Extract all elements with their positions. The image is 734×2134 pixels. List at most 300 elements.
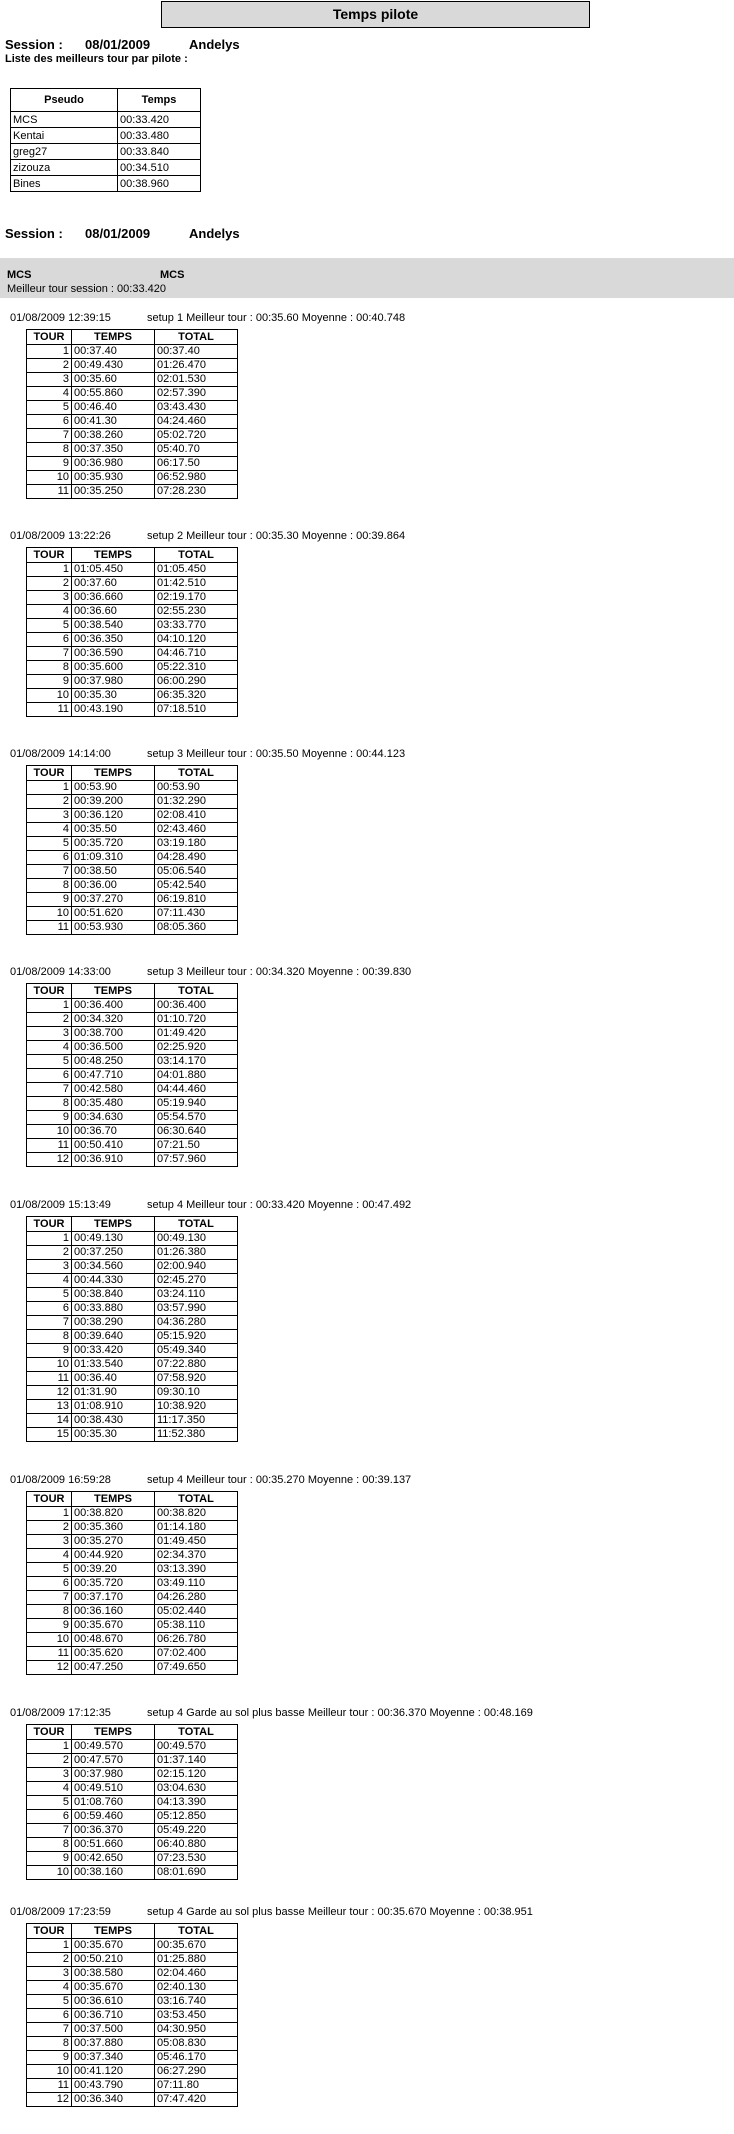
lap-number: 9 (27, 457, 72, 471)
lap-total: 07:47.420 (155, 2093, 238, 2107)
table-row (27, 647, 238, 661)
lap-time: 00:36.40 (72, 1372, 155, 1386)
table-row (27, 837, 238, 851)
lap-number: 10 (27, 689, 72, 703)
lap-total: 05:49.220 (155, 1824, 238, 1838)
lap-total: 05:46.170 (155, 2051, 238, 2065)
lap-number: 2 (27, 1246, 72, 1260)
laps-table (26, 547, 238, 717)
run-header (10, 966, 411, 978)
lap-total: 07:02.400 (155, 1647, 238, 1661)
table-row (27, 1153, 238, 1167)
session-place: Andelys (189, 226, 240, 241)
table-row (27, 1852, 238, 1866)
column-header-total: TOTAL (155, 1725, 238, 1740)
column-header-tour: TOUR (27, 1492, 72, 1507)
lap-number: 5 (27, 1995, 72, 2009)
lap-total: 03:13.390 (155, 1563, 238, 1577)
lap-number: 3 (27, 591, 72, 605)
lap-total: 05:42.540 (155, 879, 238, 893)
lap-total: 03:19.180 (155, 837, 238, 851)
table-row (27, 893, 238, 907)
lap-total: 00:53.90 (155, 781, 238, 795)
lap-time: 00:36.160 (72, 1605, 155, 1619)
table-row (27, 1330, 238, 1344)
lap-total: 05:54.570 (155, 1111, 238, 1125)
lap-number: 6 (27, 851, 72, 865)
lap-total: 04:26.280 (155, 1591, 238, 1605)
lap-time: 00:44.330 (72, 1274, 155, 1288)
lap-total: 05:02.720 (155, 429, 238, 443)
table-row (27, 1661, 238, 1675)
lap-number: 7 (27, 1824, 72, 1838)
table-row (27, 1083, 238, 1097)
lap-time: 00:51.660 (72, 1838, 155, 1852)
run-header (10, 312, 405, 324)
lap-number: 1 (27, 345, 72, 359)
lap-number: 6 (27, 2009, 72, 2023)
lap-time: 00:38.260 (72, 429, 155, 443)
lap-time: 00:35.30 (72, 689, 155, 703)
table-row (27, 1274, 238, 1288)
session-label: Session : (5, 226, 63, 241)
lap-time: 01:33.540 (72, 1358, 155, 1372)
pilot-best-lap: Meilleur tour session : 00:33.420 (7, 283, 166, 295)
table-row (27, 675, 238, 689)
lap-total: 01:05.450 (155, 563, 238, 577)
lap-total: 02:01.530 (155, 373, 238, 387)
lap-time: 00:36.340 (72, 2093, 155, 2107)
lap-number: 1 (27, 781, 72, 795)
session-header-2 (5, 226, 240, 241)
lap-number: 5 (27, 401, 72, 415)
run-datetime: 01/08/2009 14:14:00 (10, 748, 111, 760)
lap-total: 03:16.740 (155, 1995, 238, 2009)
column-header-total: TOTAL (155, 548, 238, 563)
table-row (27, 1232, 238, 1246)
lap-time: 00:53.90 (72, 781, 155, 795)
lap-total: 04:24.460 (155, 415, 238, 429)
lap-number: 14 (27, 1414, 72, 1428)
lap-time: 01:09.310 (72, 851, 155, 865)
lap-total: 02:45.270 (155, 1274, 238, 1288)
lap-total: 02:00.940 (155, 1260, 238, 1274)
lap-number: 9 (27, 1344, 72, 1358)
lap-number: 11 (27, 1139, 72, 1153)
lap-number: 4 (27, 1041, 72, 1055)
lap-total: 04:10.120 (155, 633, 238, 647)
lap-number: 12 (27, 2093, 72, 2107)
lap-time: 00:35.600 (72, 661, 155, 675)
laps-table (26, 329, 238, 499)
lap-number: 8 (27, 2037, 72, 2051)
table-row (27, 401, 238, 415)
table-row (27, 1549, 238, 1563)
lap-time: 00:37.250 (72, 1246, 155, 1260)
lap-total: 02:04.460 (155, 1967, 238, 1981)
run-datetime: 01/08/2009 16:59:28 (10, 1474, 111, 1486)
table-row (27, 457, 238, 471)
laps-table (26, 1724, 238, 1880)
lap-total: 10:38.920 (155, 1400, 238, 1414)
lap-total: 06:17.50 (155, 457, 238, 471)
lap-number: 9 (27, 2051, 72, 2065)
lap-number: 4 (27, 1782, 72, 1796)
lap-number: 4 (27, 1549, 72, 1563)
table-row (27, 1740, 238, 1754)
table-row (27, 851, 238, 865)
lap-total: 06:52.980 (155, 471, 238, 485)
lap-time: 00:47.710 (72, 1069, 155, 1083)
lap-total: 07:28.230 (155, 485, 238, 499)
lap-time: 00:35.250 (72, 485, 155, 499)
lap-time: 00:59.460 (72, 1810, 155, 1824)
run-datetime: 01/08/2009 14:33:00 (10, 966, 111, 978)
pilot-pseudo: zizouza (11, 160, 118, 176)
table-row (27, 1995, 238, 2009)
column-header-tour: TOUR (27, 1725, 72, 1740)
table-row (11, 144, 201, 160)
table-row (27, 2093, 238, 2107)
lap-number: 11 (27, 2079, 72, 2093)
laps-table (26, 1923, 238, 2107)
pilot-pseudo: Kentai (11, 128, 118, 144)
lap-time: 00:33.880 (72, 1302, 155, 1316)
session-header (5, 37, 240, 52)
lap-number: 2 (27, 1013, 72, 1027)
table-row (27, 795, 238, 809)
lap-time: 00:50.210 (72, 1953, 155, 1967)
run-info: setup 1 Meilleur tour : 00:35.60 Moyenne : 00:40.748 (147, 312, 406, 324)
lap-time: 00:49.430 (72, 359, 155, 373)
lap-number: 8 (27, 1838, 72, 1852)
lap-total: 07:57.960 (155, 1153, 238, 1167)
table-row (27, 1535, 238, 1549)
table-row (27, 809, 238, 823)
lap-time: 00:49.570 (72, 1740, 155, 1754)
lap-time: 00:37.880 (72, 2037, 155, 2051)
column-header-total: TOTAL (155, 330, 238, 345)
table-row (27, 577, 238, 591)
lap-time: 00:49.510 (72, 1782, 155, 1796)
lap-time: 00:43.190 (72, 703, 155, 717)
column-header-total: TOTAL (155, 766, 238, 781)
table-row (27, 485, 238, 499)
lap-total: 09:30.10 (155, 1386, 238, 1400)
table-row (27, 1754, 238, 1768)
lap-time: 00:44.920 (72, 1549, 155, 1563)
column-header-tour: TOUR (27, 766, 72, 781)
table-row (27, 1041, 238, 1055)
table-row (27, 1953, 238, 1967)
session-date: 08/01/2009 (85, 37, 151, 52)
lap-number: 8 (27, 1605, 72, 1619)
lap-number: 4 (27, 605, 72, 619)
lap-time: 00:47.570 (72, 1754, 155, 1768)
lap-total: 11:17.350 (155, 1414, 238, 1428)
table-row (27, 1125, 238, 1139)
lap-time: 00:38.700 (72, 1027, 155, 1041)
lap-total: 01:26.470 (155, 359, 238, 373)
lap-time: 00:35.670 (72, 1939, 155, 1953)
lap-number: 4 (27, 387, 72, 401)
lap-total: 07:58.920 (155, 1372, 238, 1386)
lap-total: 04:44.460 (155, 1083, 238, 1097)
run-header (10, 748, 405, 760)
table-row (27, 1055, 238, 1069)
lap-number: 2 (27, 1953, 72, 1967)
table-row (27, 1344, 238, 1358)
column-header-total: TOTAL (155, 1217, 238, 1232)
table-row (27, 563, 238, 577)
table-row (27, 2051, 238, 2065)
lap-number: 6 (27, 1810, 72, 1824)
run-info: setup 2 Meilleur tour : 00:35.30 Moyenne : 00:39.864 (147, 530, 406, 542)
column-header-tour: TOUR (27, 1217, 72, 1232)
lap-total: 05:38.110 (155, 1619, 238, 1633)
lap-time: 00:50.410 (72, 1139, 155, 1153)
lap-total: 06:40.880 (155, 1838, 238, 1852)
lap-time: 00:36.00 (72, 879, 155, 893)
table-row (27, 1428, 238, 1442)
lap-time: 00:36.500 (72, 1041, 155, 1055)
lap-number: 6 (27, 633, 72, 647)
lap-total: 01:49.450 (155, 1535, 238, 1549)
lap-total: 06:35.320 (155, 689, 238, 703)
lap-number: 7 (27, 1316, 72, 1330)
lap-time: 00:35.360 (72, 1521, 155, 1535)
lap-number: 1 (27, 1232, 72, 1246)
lap-number: 1 (27, 1507, 72, 1521)
table-row (27, 1246, 238, 1260)
lap-time: 00:36.400 (72, 999, 155, 1013)
run-info: setup 4 Meilleur tour : 00:35.270 Moyenne : 00:39.137 (147, 1474, 412, 1486)
table-row (27, 2037, 238, 2051)
table-row (27, 1260, 238, 1274)
column-header-temps: TEMPS (72, 548, 155, 563)
lap-time: 00:37.60 (72, 577, 155, 591)
table-row (27, 1967, 238, 1981)
lap-number: 4 (27, 823, 72, 837)
laps-table (26, 1491, 238, 1675)
lap-number: 10 (27, 1125, 72, 1139)
lap-total: 03:14.170 (155, 1055, 238, 1069)
lap-number: 12 (27, 1661, 72, 1675)
lap-number: 7 (27, 2023, 72, 2037)
table-row (27, 1139, 238, 1153)
lap-time: 00:37.170 (72, 1591, 155, 1605)
lap-number: 10 (27, 1358, 72, 1372)
lap-number: 2 (27, 1754, 72, 1768)
lap-number: 10 (27, 1866, 72, 1880)
lap-total: 05:02.440 (155, 1605, 238, 1619)
table-row (27, 1302, 238, 1316)
lap-number: 1 (27, 999, 72, 1013)
lap-number: 10 (27, 2065, 72, 2079)
lap-total: 05:49.340 (155, 1344, 238, 1358)
table-row (27, 865, 238, 879)
lap-total: 03:24.110 (155, 1288, 238, 1302)
column-header-pseudo: Pseudo (11, 89, 118, 112)
lap-total: 00:35.670 (155, 1939, 238, 1953)
lap-total: 02:40.130 (155, 1981, 238, 1995)
lap-total: 11:52.380 (155, 1428, 238, 1442)
column-header-tour: TOUR (27, 330, 72, 345)
lap-time: 00:34.560 (72, 1260, 155, 1274)
lap-total: 07:11.430 (155, 907, 238, 921)
lap-total: 08:05.360 (155, 921, 238, 935)
lap-time: 00:48.250 (72, 1055, 155, 1069)
lap-number: 5 (27, 1796, 72, 1810)
table-row (27, 999, 238, 1013)
lap-time: 00:35.670 (72, 1981, 155, 1995)
session-label: Session : (5, 37, 63, 52)
laps-table (26, 983, 238, 1167)
lap-total: 03:33.770 (155, 619, 238, 633)
lap-number: 3 (27, 809, 72, 823)
run-info: setup 4 Meilleur tour : 00:33.420 Moyenne : 00:47.492 (147, 1199, 412, 1211)
lap-total: 06:19.810 (155, 893, 238, 907)
lap-time: 00:39.640 (72, 1330, 155, 1344)
lap-number: 8 (27, 1330, 72, 1344)
table-row (27, 1981, 238, 1995)
lap-number: 4 (27, 1274, 72, 1288)
lap-total: 01:25.880 (155, 1953, 238, 1967)
lap-total: 07:49.650 (155, 1661, 238, 1675)
lap-total: 00:49.570 (155, 1740, 238, 1754)
lap-total: 05:15.920 (155, 1330, 238, 1344)
lap-total: 01:26.380 (155, 1246, 238, 1260)
table-row (27, 373, 238, 387)
lap-time: 00:35.50 (72, 823, 155, 837)
lap-time: 00:37.500 (72, 2023, 155, 2037)
pilot-name: MCS (7, 269, 32, 281)
column-header-temps: TEMPS (72, 330, 155, 345)
table-row (27, 823, 238, 837)
lap-time: 00:38.430 (72, 1414, 155, 1428)
table-row (27, 1939, 238, 1953)
lap-time: 00:35.930 (72, 471, 155, 485)
lap-number: 5 (27, 1288, 72, 1302)
table-row (27, 1810, 238, 1824)
table-row (27, 1414, 238, 1428)
lap-number: 8 (27, 879, 72, 893)
lap-number: 3 (27, 1027, 72, 1041)
run-datetime: 01/08/2009 17:23:59 (10, 1906, 111, 1918)
lap-time: 00:49.130 (72, 1232, 155, 1246)
lap-time: 00:48.670 (72, 1633, 155, 1647)
lap-total: 05:08.830 (155, 2037, 238, 2051)
lap-time: 00:36.610 (72, 1995, 155, 2009)
column-header-total: TOTAL (155, 1924, 238, 1939)
lap-total: 05:06.540 (155, 865, 238, 879)
table-row (27, 1796, 238, 1810)
lap-total: 05:19.940 (155, 1097, 238, 1111)
lap-time: 00:36.710 (72, 2009, 155, 2023)
lap-total: 03:57.990 (155, 1302, 238, 1316)
lap-time: 00:35.60 (72, 373, 155, 387)
session-date: 08/01/2009 (85, 226, 151, 241)
lap-time: 00:38.820 (72, 1507, 155, 1521)
lap-number: 8 (27, 443, 72, 457)
lap-number: 6 (27, 1577, 72, 1591)
lap-total: 02:08.410 (155, 809, 238, 823)
column-header-temps: TEMPS (72, 1217, 155, 1232)
pilot-pseudo: Bines (11, 176, 118, 192)
lap-time: 00:53.930 (72, 921, 155, 935)
table-row (27, 2009, 238, 2023)
lap-time: 00:36.660 (72, 591, 155, 605)
table-row (27, 1316, 238, 1330)
lap-number: 1 (27, 1939, 72, 1953)
table-row (27, 1372, 238, 1386)
table-row (27, 1097, 238, 1111)
page-title: Temps pilote (161, 1, 590, 28)
lap-number: 7 (27, 429, 72, 443)
table-row (11, 128, 201, 144)
lap-total: 00:36.400 (155, 999, 238, 1013)
lap-time: 00:35.270 (72, 1535, 155, 1549)
lap-time: 00:37.350 (72, 443, 155, 457)
lap-number: 12 (27, 1386, 72, 1400)
lap-number: 11 (27, 703, 72, 717)
lap-time: 00:38.580 (72, 1967, 155, 1981)
lap-time: 00:39.200 (72, 795, 155, 809)
lap-time: 00:37.340 (72, 2051, 155, 2065)
lap-total: 05:22.310 (155, 661, 238, 675)
lap-time: 00:36.590 (72, 647, 155, 661)
column-header-tour: TOUR (27, 1924, 72, 1939)
lap-time: 00:38.160 (72, 1866, 155, 1880)
run-header (10, 1474, 411, 1486)
table-row (27, 1386, 238, 1400)
run-datetime: 01/08/2009 12:39:15 (10, 312, 111, 324)
lap-total: 02:19.170 (155, 591, 238, 605)
lap-number: 9 (27, 893, 72, 907)
table-row (27, 1866, 238, 1880)
column-header-temps: TEMPS (72, 1725, 155, 1740)
lap-time: 00:51.620 (72, 907, 155, 921)
lap-number: 7 (27, 1591, 72, 1605)
table-row (27, 1782, 238, 1796)
laps-table (26, 1216, 238, 1442)
lap-time: 00:37.270 (72, 893, 155, 907)
column-header-temps: TEMPS (72, 984, 155, 999)
table-row (27, 1824, 238, 1838)
table-row (27, 1013, 238, 1027)
column-header-tour: TOUR (27, 548, 72, 563)
lap-time: 00:36.350 (72, 633, 155, 647)
lap-total: 06:30.640 (155, 1125, 238, 1139)
table-row (27, 1633, 238, 1647)
table-row (27, 703, 238, 717)
lap-total: 06:27.290 (155, 2065, 238, 2079)
lap-total: 02:34.370 (155, 1549, 238, 1563)
table-row (11, 160, 201, 176)
lap-number: 1 (27, 563, 72, 577)
run-info: setup 3 Meilleur tour : 00:34.320 Moyenne : 00:39.830 (147, 966, 412, 978)
table-row (27, 415, 238, 429)
lap-time: 00:55.860 (72, 387, 155, 401)
lap-number: 9 (27, 675, 72, 689)
lap-total: 04:46.710 (155, 647, 238, 661)
lap-number: 9 (27, 1619, 72, 1633)
lap-total: 04:30.950 (155, 2023, 238, 2037)
lap-time: 01:31.90 (72, 1386, 155, 1400)
run-header (10, 1707, 533, 1719)
lap-time: 00:46.40 (72, 401, 155, 415)
table-row (27, 1027, 238, 1041)
